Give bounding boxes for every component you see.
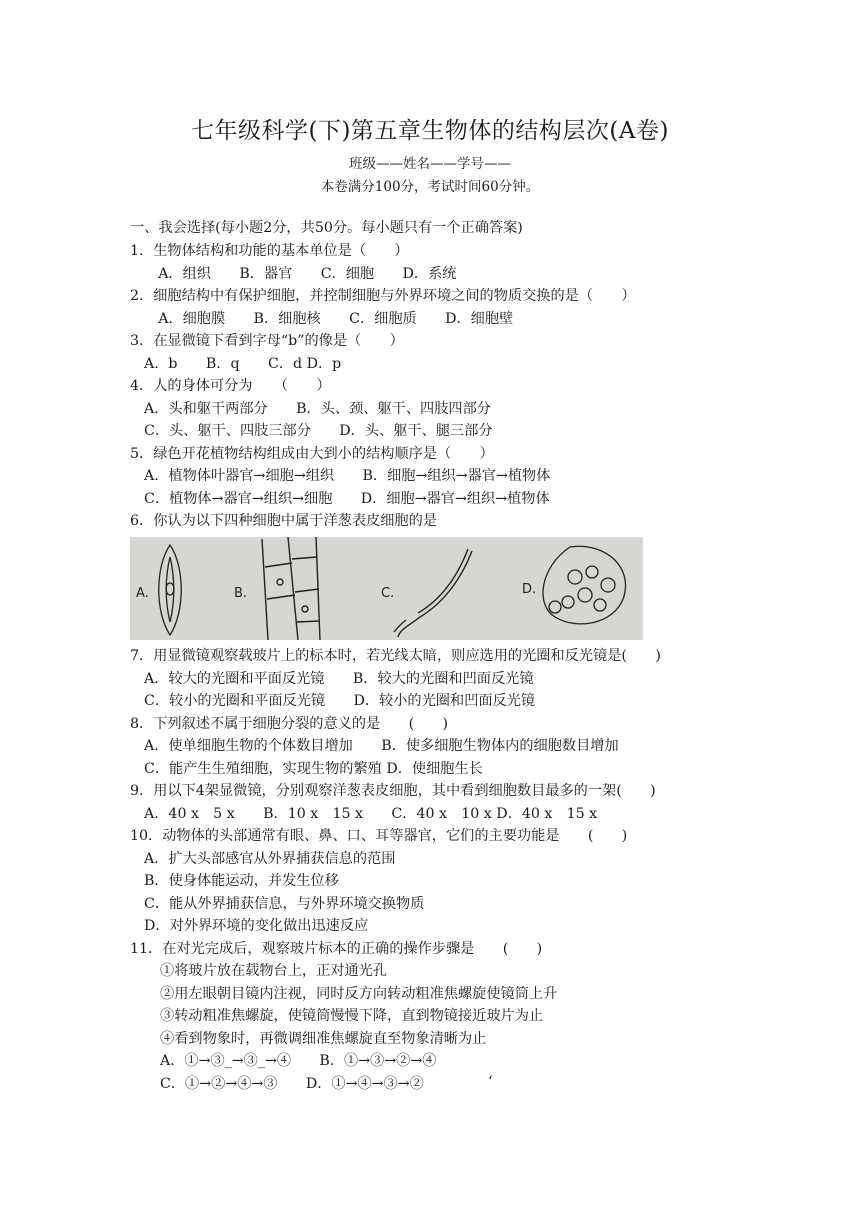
question-10: 10．动物体的头部通常有眼、鼻、口、耳等器官，它们的主要功能是 ( ): [130, 828, 628, 844]
question-3: 3．在显微镜下看到字母“b”的像是（ ）: [130, 333, 404, 349]
q10-option-a: A．扩大头部感官从外界捕获信息的范围: [144, 851, 396, 867]
q8-options-cd: C．能产生生殖细胞，实现生物的繁殖 D．使细胞生长: [144, 761, 483, 777]
q7-options-ab: A．较大的光圈和平面反光镜 B．较大的光圈和凹面反光镜: [144, 671, 534, 687]
figure-label-a: A.: [136, 586, 149, 601]
page-title: 七年级科学(下)第五章生物体的结构层次(A卷): [190, 118, 669, 144]
root-hair-drawing: [394, 549, 472, 637]
q11-options-cd: C．①→②→④→③ D．①→④→③→②: [160, 1076, 424, 1092]
onion-epidermis-drawing: [262, 537, 320, 640]
class-name-id-line: 班级——姓名——学号——: [349, 156, 511, 172]
question-7: 7．用显微镜观察载玻片上的标本时，若光线太暗，则应选用的光圈和反光镜是( ): [130, 648, 661, 664]
figure-label-d: D.: [522, 582, 537, 597]
q4-options-cd: C．头、躯干、四肢三部分 D．头、躯干、腿三部分: [144, 423, 493, 439]
question-9: 9．用以下4架显微镜，分别观察洋葱表皮细胞，其中看到细胞数目最多的一架( ): [130, 783, 656, 799]
question-1: 1．生物体结构和功能的基本单位是（ ）: [130, 243, 409, 259]
q10-option-c: C．能从外界捕获信息，与外界环境交换物质: [144, 896, 425, 912]
question-4: 4．人的身体可分为 （ ）: [130, 378, 331, 394]
section-heading: 一、我会选择(每小题2分，共50分。每小题只有一个正确答案): [130, 220, 523, 236]
q7-options-cd: C．较小的光圈和平面反光镜 D．较小的光圈和凹面反光镜: [144, 693, 536, 709]
question-2: 2．细胞结构中有保护细胞，并控制细胞与外界环境之间的物质交换的是（ ）: [130, 288, 636, 304]
question-8: 8．下列叙述不属于细胞分裂的意义的是 ( ): [130, 716, 449, 732]
guard-cell-drawing: [159, 545, 182, 635]
question-6: 6．你认为以下四种细胞中属于洋葱表皮细胞的是: [130, 513, 437, 529]
q3-options: A．b B．q C．d D．p: [144, 356, 342, 372]
q8-options-ab: A．使单细胞生物的个体数目增加 B．使多细胞生物体内的细胞数目增加: [144, 738, 619, 754]
tissue-cluster-drawing: [543, 546, 626, 624]
q11-step-2: ②用左眼朝目镜内注视，同时反方向转动粗准焦螺旋使镜筒上升: [160, 986, 558, 1002]
cell-figure: [130, 537, 643, 640]
stray-quote-mark: ‘: [488, 1074, 493, 1090]
q5-options-ab: A．植物体叶器官→细胞→组织 B．细胞→组织→器官→植物体: [144, 468, 551, 484]
q5-options-cd: C．植物体→器官→组织→细胞 D．细胞→器官→组织→植物体: [144, 491, 550, 507]
figure-label-c: C.: [381, 586, 395, 601]
q10-option-b: B．使身体能运动，并发生位移: [144, 873, 339, 889]
q11-options-ab: A．①→③_→③_→④ B．①→③→②→④: [160, 1053, 437, 1069]
question-5: 5．绿色开花植物结构组成由大到小的结构顺序是（ ）: [130, 446, 494, 462]
q10-option-d: D．对外界环境的变化做出迅速反应: [144, 918, 369, 934]
figure-label-b: B.: [234, 586, 248, 601]
q9-options: A．40 x 5 x B．10 x 15 x C．40 x 10 x D．40 x 15 x: [144, 806, 598, 822]
q4-options-ab: A．头和躯干两部分 B．头、颈、躯干、四肢四部分: [144, 401, 491, 417]
q11-step-1: ①将玻片放在载物台上，正对通光孔: [160, 963, 388, 979]
score-time-line: 本卷满分100分，考试时间60分钟。: [320, 179, 540, 195]
q1-options: A．组织 B．器官 C．细胞 D．系统: [144, 266, 457, 282]
q2-options: A．细胞膜 B．细胞核 C．细胞质 D．细胞壁: [144, 311, 514, 327]
question-11: 11．在对光完成后，观察玻片标本的正确的操作步骤是 ( ): [130, 941, 543, 957]
q11-step-4: ④看到物象时，再微调细准焦螺旋直至物象清晰为止: [160, 1031, 487, 1047]
q11-step-3: ③转动粗准焦螺旋，使镜筒慢慢下降，直到物镜接近玻片为止: [160, 1008, 544, 1024]
